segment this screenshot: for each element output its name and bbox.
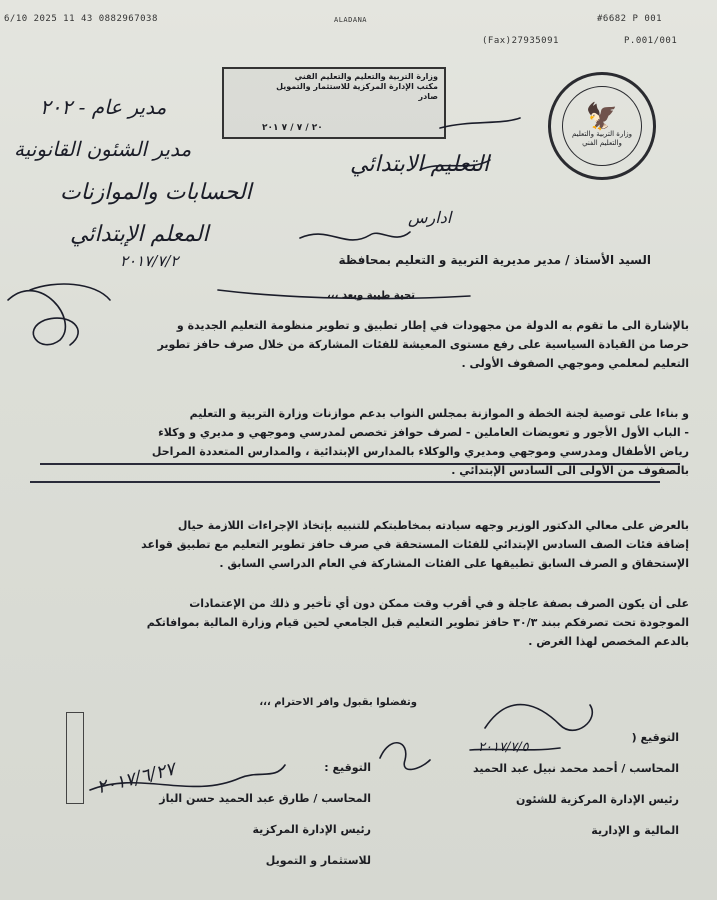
- paragraph-line: بالدعم المخصص لهذا الغرض .: [528, 635, 689, 648]
- paragraph-line: الإستحقاق و الصرف السابق تطبيقها على الفئات المشاركة في العام الدراسي السابق .: [219, 557, 689, 570]
- logo-inner-text: وزارة التربية والتعليم والتعليم الفني: [571, 130, 633, 147]
- fax-page: P.001/001: [624, 36, 678, 46]
- stamp-line-1: وزارة التربية والتعليم والتعليم الفني: [294, 72, 438, 81]
- paragraph-4: [147, 594, 689, 651]
- handwritten-note: الحسابات والموازنات: [60, 180, 252, 205]
- stamp-date: ٢٠ / ٧ / ٧ ٢٠١: [262, 123, 323, 133]
- signature-line: رئيس الإدارة المركزية للشئون: [516, 793, 679, 806]
- paragraph-line: على أن يكون الصرف بصفة عاجلة و في أقرب وقت ممكن دون أي تأخير و ذلك من الإعتمادات: [189, 597, 689, 610]
- signature-line: رئيس الإدارة المركزية: [252, 823, 371, 836]
- fax-number: (Fax)27935091: [482, 36, 559, 46]
- paragraph-2: [152, 404, 689, 480]
- fax-job-number: #6682 P 001: [597, 14, 663, 24]
- paragraph-3: [141, 516, 689, 573]
- handwritten-note: التعليم الابتدائي: [350, 152, 490, 177]
- paragraph-line: الموجودة تحت تصرفكم ببند ٣٠/٣ حافز تطوير التعليم قبل الجامعي لحين قيام وزارة المالية بموافاتكم: [146, 616, 689, 629]
- paragraph-line: إضافة فئات الصف السادس الإبتدائي للفئات المستحقة في صرف حافز تطوير التعليم مع تطبيق قواعد: [141, 538, 689, 551]
- fax-timestamp: 6/10 2025 11 43 0882967038: [4, 14, 158, 24]
- handwritten-note: مدير عام - ٢٠٢: [40, 95, 167, 119]
- stamp-line-3: صادر: [418, 92, 438, 101]
- handwritten-note: ادارس: [408, 208, 452, 227]
- addressee-line: السيد الأستاذ / مدير مديرية التربية و التعليم بمحافظة: [338, 253, 651, 267]
- signature-line: المحاسب / أحمد محمد نبيل عبد الحميد: [472, 762, 679, 775]
- paragraph-line: و بناءا على توصية لجنة الخطة و الموازنة بمجلس النواب بدعم موازنات وزارة التربية و التعليم: [189, 407, 689, 420]
- handwritten-note: المعلم الإبتدائي: [70, 222, 209, 247]
- paragraph-line: بالصفوف من الأولى الى السادس الإبتدائي .: [451, 464, 689, 477]
- signature-line: التوقيع :: [324, 761, 371, 774]
- underline: [30, 481, 660, 483]
- signature-line: للاستثمار و التمويل: [265, 854, 371, 867]
- handwritten-note: مدير الشئون القانونية: [14, 137, 192, 161]
- closing-line: وتفضلوا بقبول وافر الاحترام ،،،: [259, 697, 417, 708]
- signature-line: المالية و الإدارية: [591, 824, 679, 837]
- paragraph-line: بالعرض على معالي الدكتور الوزير وجهه سيادته بمخاطبتكم للتنبيه بإتخاذ الإجراءات اللازمة حيال: [177, 519, 689, 532]
- paragraph-line: بالإشارة الى ما تقوم به الدولة من مجهودات في إطار تطبيق و تطوير منظومة التعليم الجديدة و: [176, 319, 689, 332]
- handwritten-signature-date: ٢٠١٧/٦/٢٧: [94, 758, 178, 799]
- paragraph-line: - الباب الأول الأجور و تعويضات العاملين - لصرف حوافز تخصص لمدرسي وموجهي و مديري و وكلاء: [158, 426, 689, 439]
- handwritten-date: ٢٠١٧/٧/٢: [120, 252, 179, 270]
- handwritten-signature-date: ٢٠١٧/٧/٥: [478, 740, 529, 755]
- stamp-line-2: مكتب الإدارة المركزية للاستثمار والتمويل: [276, 82, 438, 91]
- paragraph-line: التعليم لمعلمي وموجهي الصفوف الأولى .: [461, 357, 689, 370]
- underline: [40, 463, 680, 465]
- signature-block-left: [159, 752, 371, 876]
- side-stamp: [66, 712, 84, 804]
- greeting: تحية طيبة وبعد ،،،: [327, 290, 415, 301]
- paragraph-line: حرصا من القيادة السياسية على رفع مستوى المعيشة للفئات المشاركة من خلال صرف حافز تطوير: [157, 338, 689, 351]
- signature-line: المحاسب / طارق عبد الحميد حسن الباز: [159, 792, 371, 805]
- paragraph-line: رياض الأطفال ومدرسي وموجهي ومديري والوكلاء بالمدارس الإبتدائية ، والمدارس المتعددة المراحل: [151, 445, 689, 458]
- signature-line: التوقيع (: [631, 731, 679, 744]
- eagle-emblem-icon: 🦅: [585, 102, 619, 132]
- fax-sender: ALADANA: [334, 16, 368, 24]
- paragraph-1: [158, 316, 689, 373]
